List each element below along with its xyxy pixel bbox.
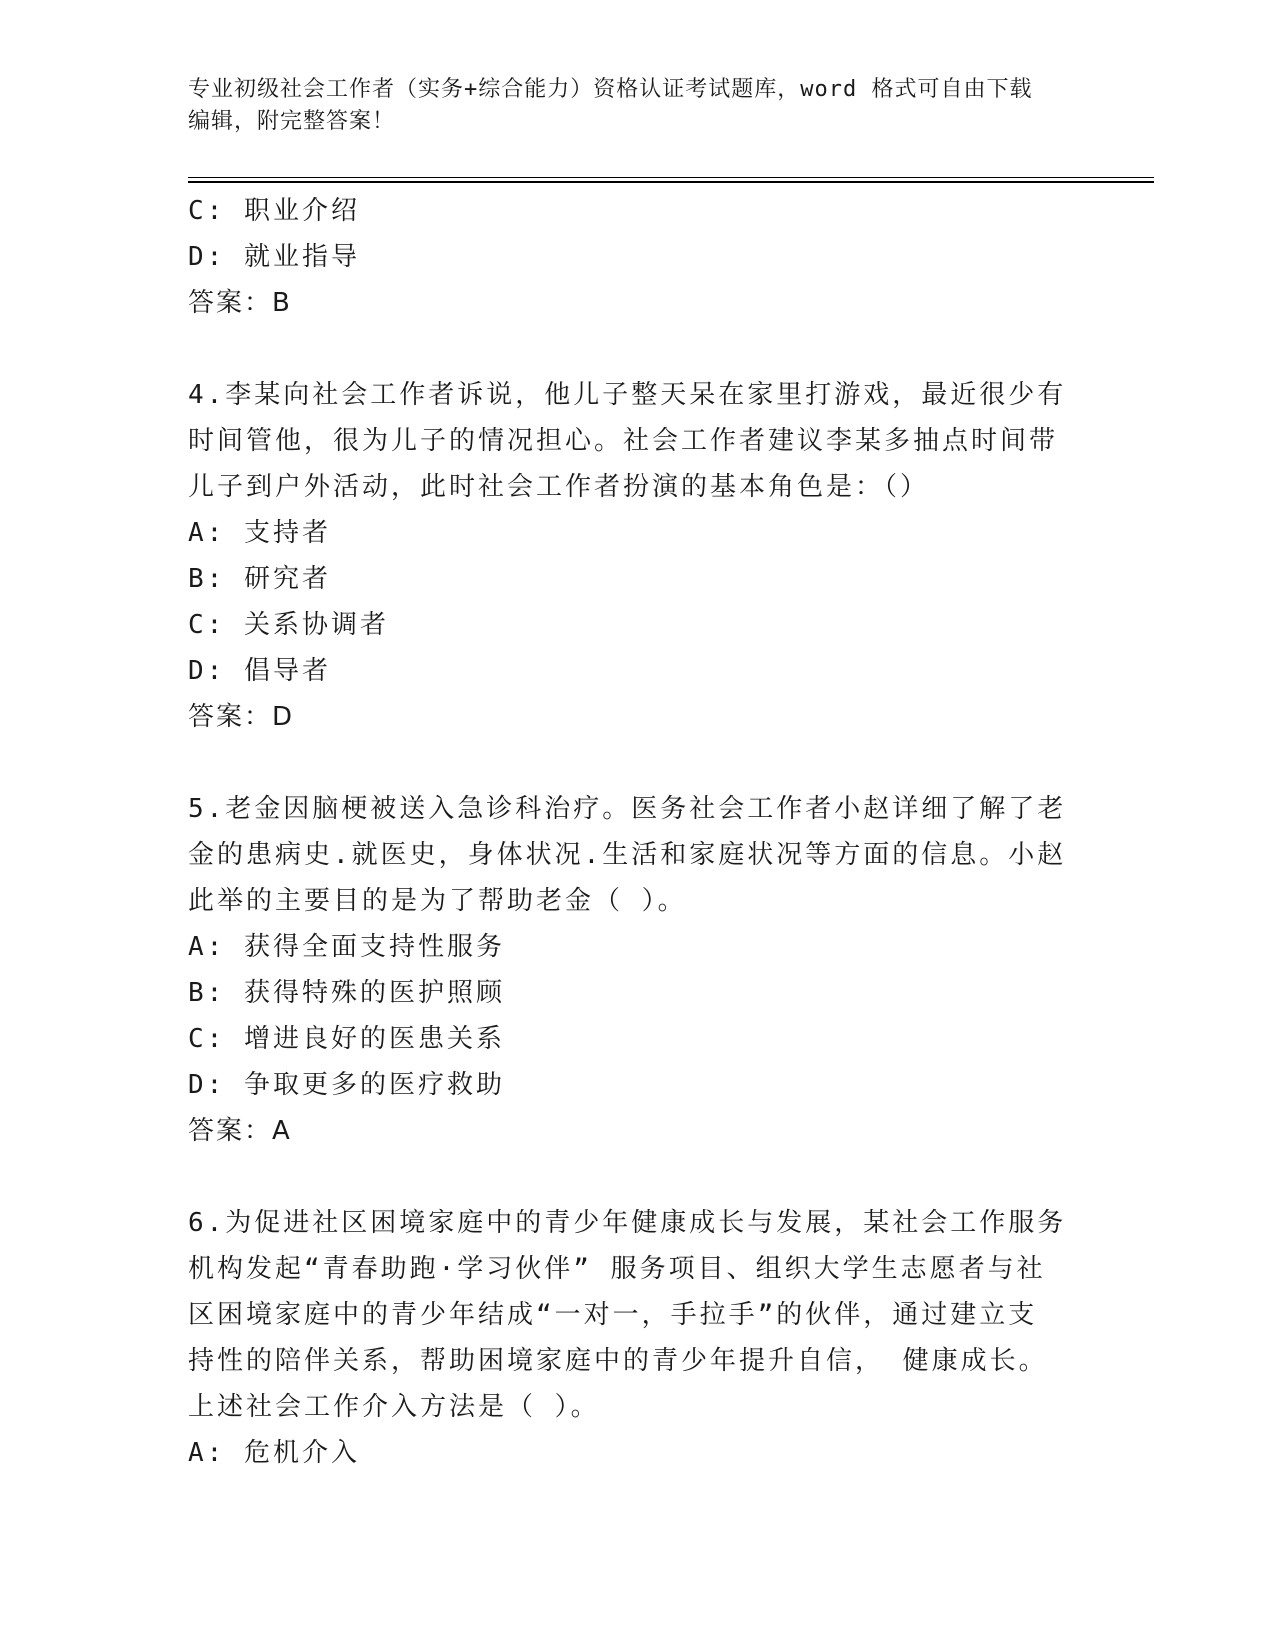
question-stem — [188, 1200, 1078, 1430]
answer-label: 答案：A — [188, 1116, 292, 1146]
stem-line: 持性的陪伴关系，帮助困境家庭中的青少年提升自信， 健康成长。 — [188, 1346, 1048, 1376]
option-c: C: 增进良好的医患关系 — [188, 1024, 505, 1054]
option-d: D: 争取更多的医疗救助 — [188, 1070, 505, 1100]
question-stem — [188, 372, 1078, 510]
option-a: A: 获得全面支持性服务 — [188, 932, 505, 962]
option-a: A: 支持者 — [188, 518, 331, 548]
answer-label: 答案：B — [188, 288, 292, 318]
stem-line: 上述社会工作介入方法是（ ）。 — [188, 1392, 600, 1422]
question-stem — [188, 786, 1078, 924]
option-b: B: 研究者 — [188, 564, 331, 594]
header-divider-thick — [188, 181, 1154, 183]
question-3-tail — [188, 188, 1088, 326]
stem-line: 机构发起“青春助跑·学习伙伴” 服务项目、组织大学生志愿者与社 — [188, 1254, 1046, 1284]
option-b: B: 获得特殊的医护照顾 — [188, 978, 505, 1008]
stem-line: 此举的主要目的是为了帮助老金（ ）。 — [188, 886, 687, 916]
spacer — [188, 326, 1088, 372]
spacer — [188, 740, 1088, 786]
option-a: A: 危机介入 — [188, 1438, 360, 1468]
stem-line: 5.老金因脑梗被送入急诊科治疗。医务社会工作者小赵详细了解了老 — [188, 794, 1067, 824]
header-line-1: 专业初级社会工作者（实务+综合能力）资格认证考试题库，word 格式可自由下载 — [188, 77, 1033, 102]
answer-label: 答案：D — [188, 702, 295, 732]
option-c: C: 职业介绍 — [188, 196, 360, 226]
header-line-2: 编辑，附完整答案！ — [188, 109, 396, 134]
stem-line: 儿子到户外活动，此时社会工作者扮演的基本角色是：（） — [188, 472, 930, 502]
option-c: C: 关系协调者 — [188, 610, 389, 640]
option-d: D: 倡导者 — [188, 656, 331, 686]
question-4 — [188, 372, 1088, 740]
header-divider-thin — [188, 177, 1154, 178]
stem-line: 区困境家庭中的青少年结成“一对一，手拉手”的伙伴，通过建立支 — [188, 1300, 1038, 1330]
question-5 — [188, 786, 1088, 1154]
question-content — [188, 188, 1088, 1476]
page-header — [188, 74, 1088, 138]
stem-line: 金的患病史.就医史，身体状况.生活和家庭状况等方面的信息。小赵 — [188, 840, 1067, 870]
question-6 — [188, 1200, 1088, 1476]
option-d: D: 就业指导 — [188, 242, 360, 272]
stem-line: 6.为促进社区困境家庭中的青少年健康成长与发展，某社会工作服务 — [188, 1208, 1067, 1238]
stem-line: 4.李某向社会工作者诉说，他儿子整天呆在家里打游戏，最近很少有 — [188, 380, 1067, 410]
spacer — [188, 1154, 1088, 1200]
stem-line: 时间管他，很为儿子的情况担心。社会工作者建议李某多抽点时间带 — [188, 426, 1059, 456]
